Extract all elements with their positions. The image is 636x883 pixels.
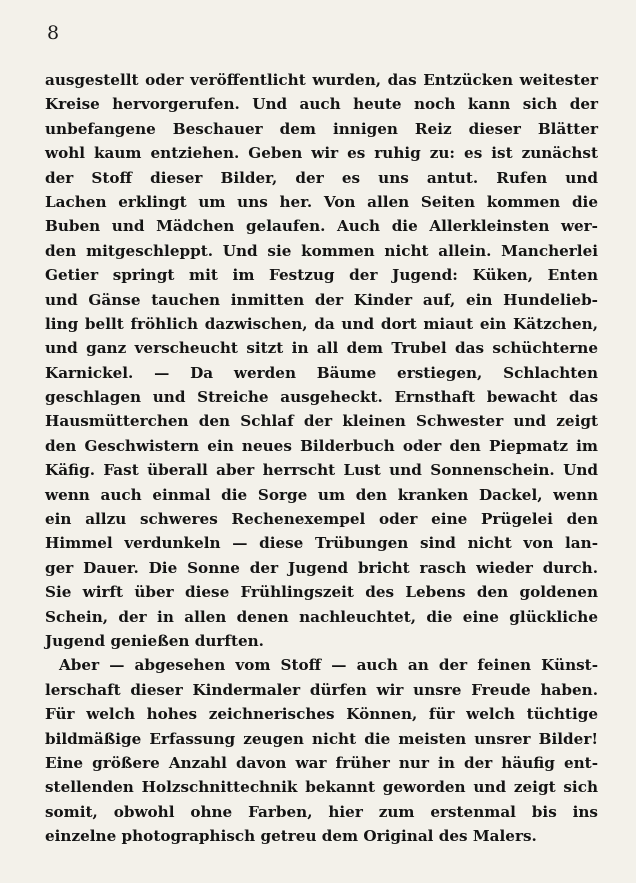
body-text bbox=[45, 68, 598, 849]
text-line: Eine größere Anzahl davon war früher nur in der häufig ent- bbox=[45, 753, 598, 772]
text-line: ein allzu schweres Rechenexempel oder eine Prügelei den bbox=[45, 510, 598, 529]
text-line: somit, obwohl ohne Farben, hier zum erstenmal bis ins bbox=[45, 802, 598, 821]
text-line: Jugend genießen durften. bbox=[45, 631, 264, 650]
text-line: Schein, der in allen denen nachleuchtet, die eine glückliche bbox=[45, 607, 598, 626]
text-line: Käfig. Fast überall aber herrscht Lust und Sonnenschein. Und bbox=[45, 461, 598, 480]
text-line: einzelne photographisch getreu dem Original des Malers. bbox=[45, 827, 537, 846]
text-line: bildmäßige Erfassung zeugen nicht die meisten unsrer Bilder! bbox=[45, 729, 598, 748]
text-line: Getier springt mit im Festzug der Jugend: Küken, Enten bbox=[45, 266, 598, 285]
text-line: geschlagen und Streiche ausgeheckt. Ernsthaft bewacht das bbox=[45, 388, 598, 407]
text-line: ling bellt fröhlich dazwischen, da und dort miaut ein Kätzchen, bbox=[45, 314, 598, 333]
text-line: Sie wirft über diese Frühlingszeit des Lebens den goldenen bbox=[45, 583, 598, 602]
text-line: unbefangene Beschauer dem innigen Reiz dieser Blätter bbox=[45, 119, 598, 138]
text-line: Für welch hohes zeichnerisches Können, für welch tüchtige bbox=[45, 705, 598, 724]
text-line: Himmel verdunkeln — diese Trübungen sind nicht von lan- bbox=[45, 534, 598, 553]
text-line: wohl kaum entziehen. Geben wir es ruhig zu: es ist zunächst bbox=[45, 144, 598, 163]
text-line: Buben und Mädchen gelaufen. Auch die Allerkleinsten wer- bbox=[45, 217, 598, 236]
text-line: stellenden Holzschnittechnik bekannt geworden und zeigt sich bbox=[45, 778, 598, 797]
text-line: ausgestellt oder veröffentlicht wurden, das Entzücken weitester bbox=[45, 71, 598, 89]
text-line: Lachen erklingt um uns her. Von allen Seiten kommen die bbox=[45, 192, 598, 211]
page-number: 8 bbox=[47, 22, 60, 44]
text-line: Aber — abgesehen vom Stoff — auch an der feinen Künst- bbox=[59, 656, 598, 675]
text-line: Kreise hervorgerufen. Und auch heute noch kann sich der bbox=[45, 95, 598, 114]
text-line: wenn auch einmal die Sorge um den kranken Dackel, wenn bbox=[45, 485, 598, 504]
text-line: und ganz verscheucht sitzt in all dem Trubel das schüchterne bbox=[45, 339, 598, 358]
text-line: Karnickel. — Da werden Bäume erstiegen, Schlachten bbox=[45, 363, 598, 382]
text-line: lerschaft dieser Kindermaler dürfen wir unsre Freude haben. bbox=[45, 680, 598, 699]
text-line: der Stoff dieser Bilder, der es uns antut. Rufen und bbox=[45, 168, 598, 187]
text-line: ger Dauer. Die Sonne der Jugend bricht rasch wieder durch. bbox=[45, 558, 598, 577]
text-line: und Gänse tauchen inmitten der Kinder auf, ein Hundelieb- bbox=[45, 290, 598, 309]
text-line: Hausmütterchen den Schlaf der kleinen Schwester und zeigt bbox=[45, 412, 598, 431]
text-line: den mitgeschleppt. Und sie kommen nicht allein. Mancherlei bbox=[45, 241, 598, 260]
text-line: den Geschwistern ein neues Bilderbuch oder den Piepmatz im bbox=[45, 436, 598, 455]
